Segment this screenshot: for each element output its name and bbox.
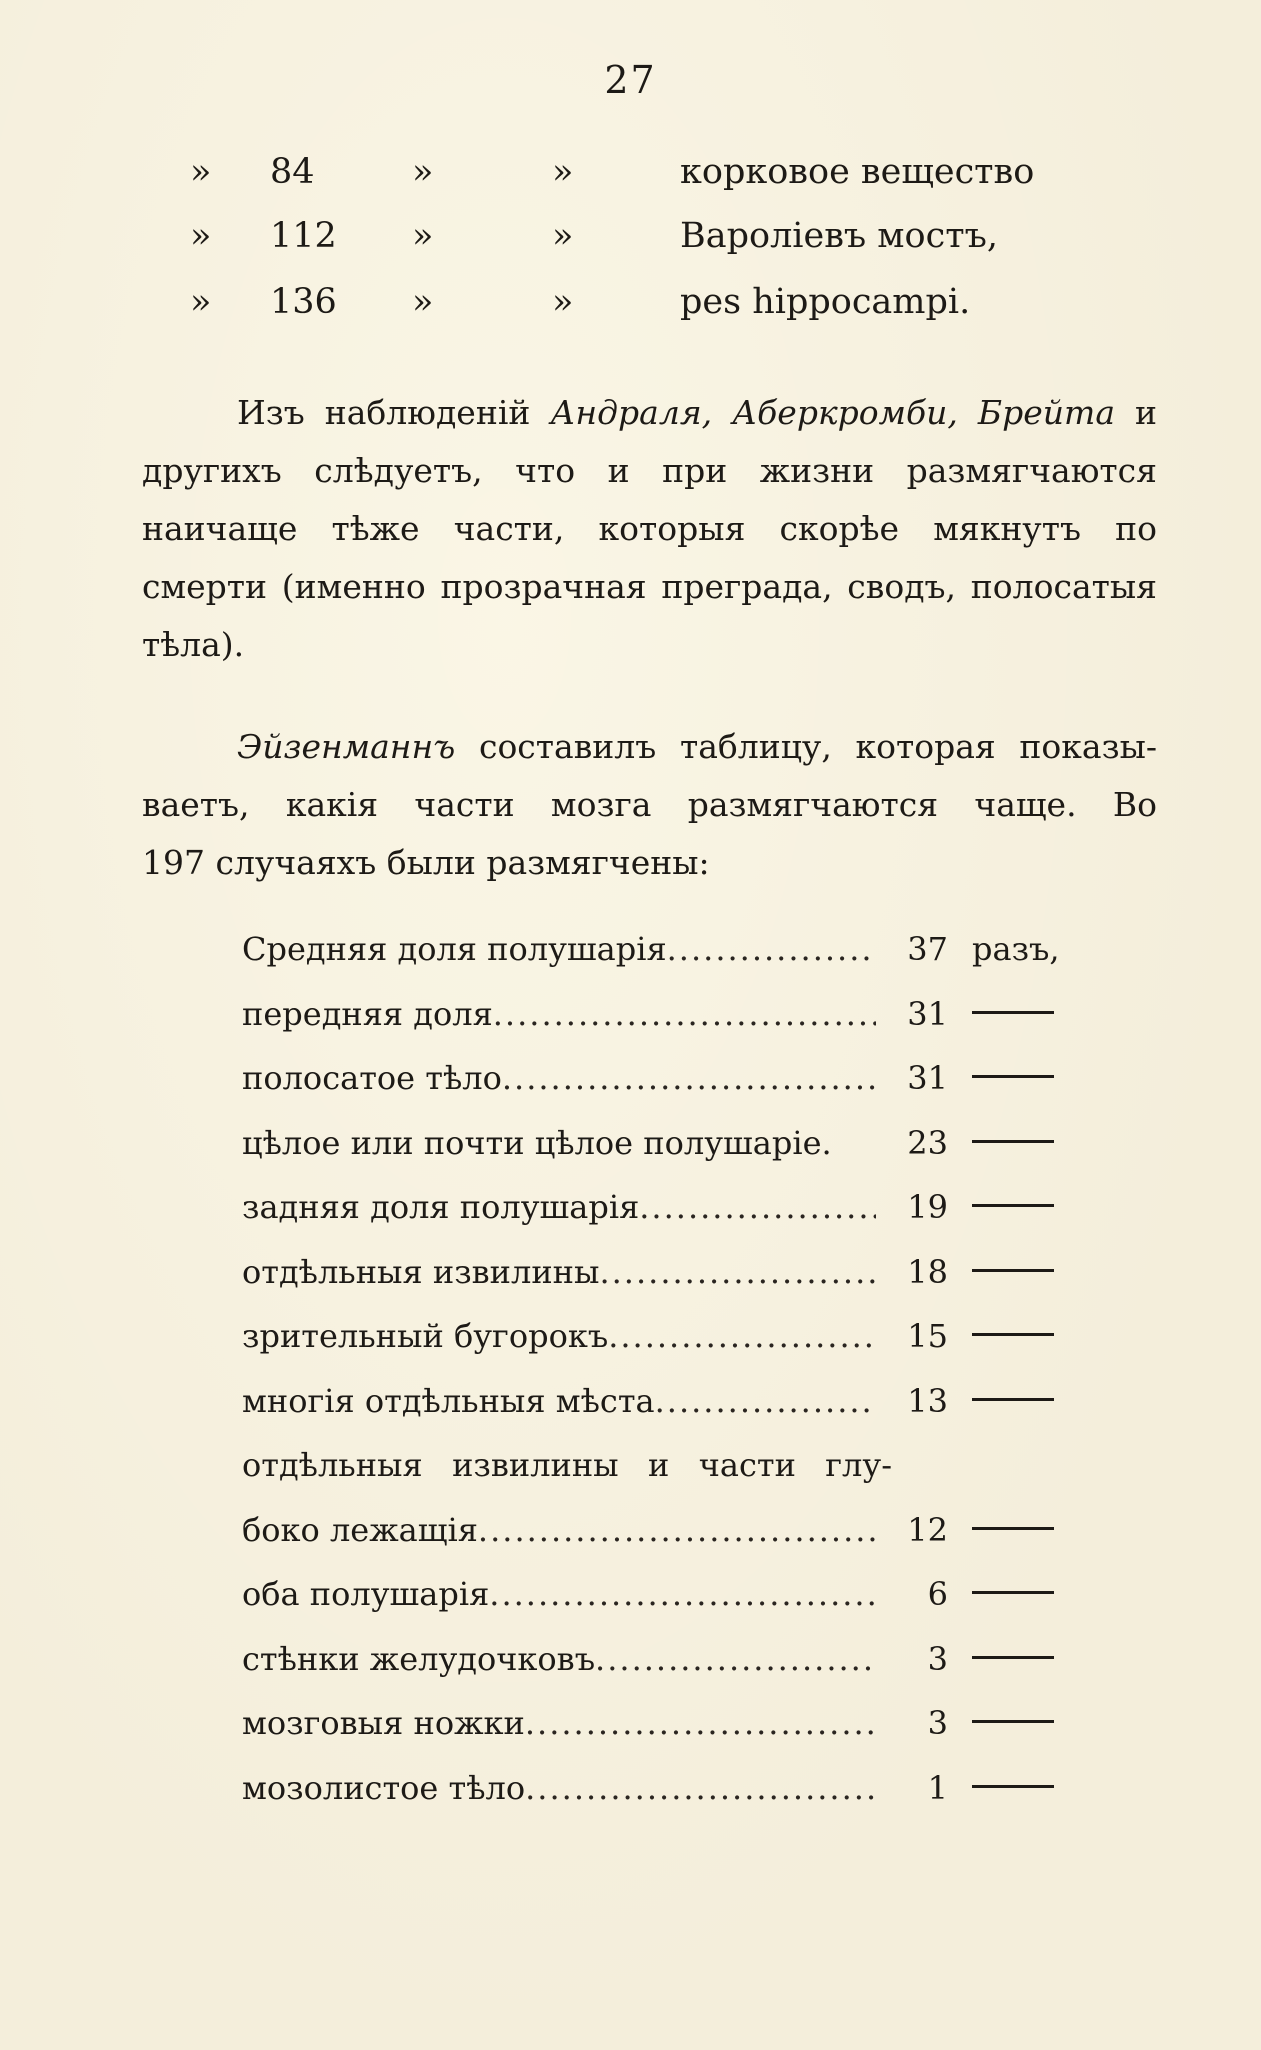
- page-number: 27: [604, 58, 657, 102]
- ditto-mark: »: [552, 216, 574, 256]
- table-label: зрительный бугорокъ: [242, 1317, 609, 1355]
- table-unit: [954, 1188, 1082, 1226]
- leader-dots: [525, 1769, 876, 1807]
- list-name: pes hippocampi.: [680, 282, 971, 322]
- table-row: [242, 1253, 1082, 1318]
- table-row: [242, 1704, 1082, 1769]
- table-value: 1: [927, 1768, 948, 1807]
- ditto-dash: [972, 1720, 1054, 1723]
- table-value: 23: [907, 1123, 948, 1162]
- table-label: стѣнки желудочковъ: [242, 1639, 596, 1678]
- ditto-mark: »: [412, 152, 434, 192]
- paragraph-line: 197 случаяхъ были размягчены:: [142, 843, 710, 882]
- table-row: [242, 1317, 1082, 1382]
- table-value: 15: [907, 1317, 948, 1355]
- list-item: [0, 152, 1261, 202]
- table-label: Средняя доля полушарія: [242, 930, 667, 968]
- table-value: 31: [907, 994, 948, 1033]
- table-row: [242, 995, 1082, 1060]
- paragraph-line: ваетъ, какія части мозга размягчаются чаще. Во: [142, 785, 1157, 824]
- ditto-dash: [972, 1656, 1054, 1659]
- table-row: [242, 1769, 1082, 1834]
- table-unit: [954, 995, 1082, 1033]
- ditto-mark: »: [412, 216, 434, 256]
- table-row: [242, 1382, 1082, 1447]
- list-number: 84: [270, 152, 315, 192]
- list-number: 136: [270, 282, 337, 322]
- paragraph: [142, 384, 1157, 674]
- ditto-dash: [972, 1333, 1054, 1336]
- table-value: 13: [907, 1381, 948, 1420]
- ditto-dash: [972, 1204, 1054, 1207]
- ditto-mark: »: [190, 282, 212, 322]
- leader-dots: [639, 1188, 876, 1226]
- list-name: Вароліевъ мостъ,: [680, 216, 998, 256]
- ditto-mark: »: [412, 282, 434, 322]
- ditto-dash: [972, 1075, 1054, 1078]
- table-label: оба полушарія: [242, 1575, 490, 1613]
- author-name: Эйзенманнъ: [237, 727, 456, 766]
- softening-table: [242, 930, 1082, 1833]
- ditto-mark: »: [190, 152, 212, 192]
- table-row: [242, 1124, 1082, 1189]
- leader-dots: [599, 1253, 876, 1291]
- ditto-mark: »: [190, 216, 212, 256]
- table-label: боко лежащія: [242, 1510, 478, 1549]
- ditto-dash: [972, 1011, 1054, 1014]
- leader-dots: [489, 1575, 876, 1613]
- list-item: [0, 282, 1261, 332]
- table-unit: [954, 1317, 1082, 1355]
- table-label: мозолистое тѣло: [242, 1768, 526, 1807]
- ditto-dash: [972, 1140, 1054, 1143]
- table-value: 19: [907, 1188, 948, 1226]
- table-value: 37: [907, 930, 948, 968]
- table-row: [242, 1640, 1082, 1705]
- paragraph-line: наичаще тѣже части, которыя скорѣе мякнутъ по: [142, 509, 1157, 548]
- table-label: мозговыя ножки: [242, 1704, 525, 1742]
- table-label: передняя доля: [242, 994, 493, 1033]
- leader-dots: [493, 995, 876, 1033]
- leader-dots: [667, 930, 876, 968]
- table-unit: [954, 1382, 1082, 1420]
- paragraph-line: тѣла).: [142, 625, 245, 664]
- table-row: [242, 1511, 1082, 1576]
- table-value: 3: [927, 1639, 948, 1678]
- table-row: [242, 1188, 1082, 1253]
- paragraph-line: смерти (именно прозрачная преграда, сводъ, полосатыя: [142, 567, 1157, 606]
- list-number: 112: [270, 216, 337, 256]
- table-label: отдѣльныя извилины и части глу-: [242, 1446, 892, 1484]
- paragraph-line: Изъ наблюденій Андраля, Аберкромби, Брейта и: [237, 393, 1157, 432]
- ditto-dash: [972, 1785, 1054, 1788]
- table-label: многія отдѣльныя мѣста: [242, 1381, 655, 1420]
- table-unit: [954, 1769, 1082, 1807]
- leader-dots: [502, 1059, 876, 1097]
- table-unit: [954, 1124, 1082, 1162]
- ditto-dash: [972, 1527, 1054, 1530]
- leader-dots: [525, 1704, 876, 1742]
- table-unit: [954, 1511, 1082, 1549]
- table-value: 12: [907, 1510, 948, 1549]
- leader-dots: [478, 1511, 876, 1549]
- list-name: корковое вещество: [680, 152, 1035, 192]
- table-unit: [954, 1253, 1082, 1291]
- ditto-mark: »: [552, 282, 574, 322]
- table-unit: разъ,: [972, 930, 1060, 968]
- table-unit: [954, 1704, 1082, 1742]
- table-unit: [954, 1059, 1082, 1097]
- author-names: Андраля, Аберкромби, Брейта: [550, 393, 1116, 432]
- table-value: 3: [927, 1704, 948, 1742]
- paragraph: [142, 718, 1157, 892]
- table-row: [242, 1446, 1082, 1511]
- table-label: полосатое тѣло: [242, 1059, 502, 1097]
- leader-dots: [608, 1317, 876, 1355]
- ditto-dash: [972, 1398, 1054, 1401]
- paragraph-line: Эйзенманнъ составилъ таблицу, которая показы-: [237, 727, 1157, 766]
- table-value: 31: [907, 1059, 948, 1097]
- ditto-dash: [972, 1269, 1054, 1272]
- table-row: [242, 1059, 1082, 1124]
- table-label: отдѣльныя извилины: [242, 1252, 600, 1291]
- leader-dots: [595, 1640, 876, 1678]
- list-item: [0, 216, 1261, 266]
- table-value: 18: [907, 1252, 948, 1291]
- paragraph-line: другихъ слѣдуетъ, что и при жизни размягчаются: [142, 451, 1157, 490]
- ditto-dash: [972, 1591, 1054, 1594]
- table-row: [242, 1575, 1082, 1640]
- table-label: задняя доля полушарія: [242, 1188, 640, 1226]
- table-label: цѣлое или почти цѣлое полушаріе.: [242, 1123, 832, 1162]
- table-value: 6: [927, 1575, 948, 1613]
- table-row: [242, 930, 1082, 995]
- leader-dots: [655, 1382, 876, 1420]
- table-unit: [954, 1575, 1082, 1613]
- table-unit: [954, 1640, 1082, 1678]
- ditto-mark: »: [552, 152, 574, 192]
